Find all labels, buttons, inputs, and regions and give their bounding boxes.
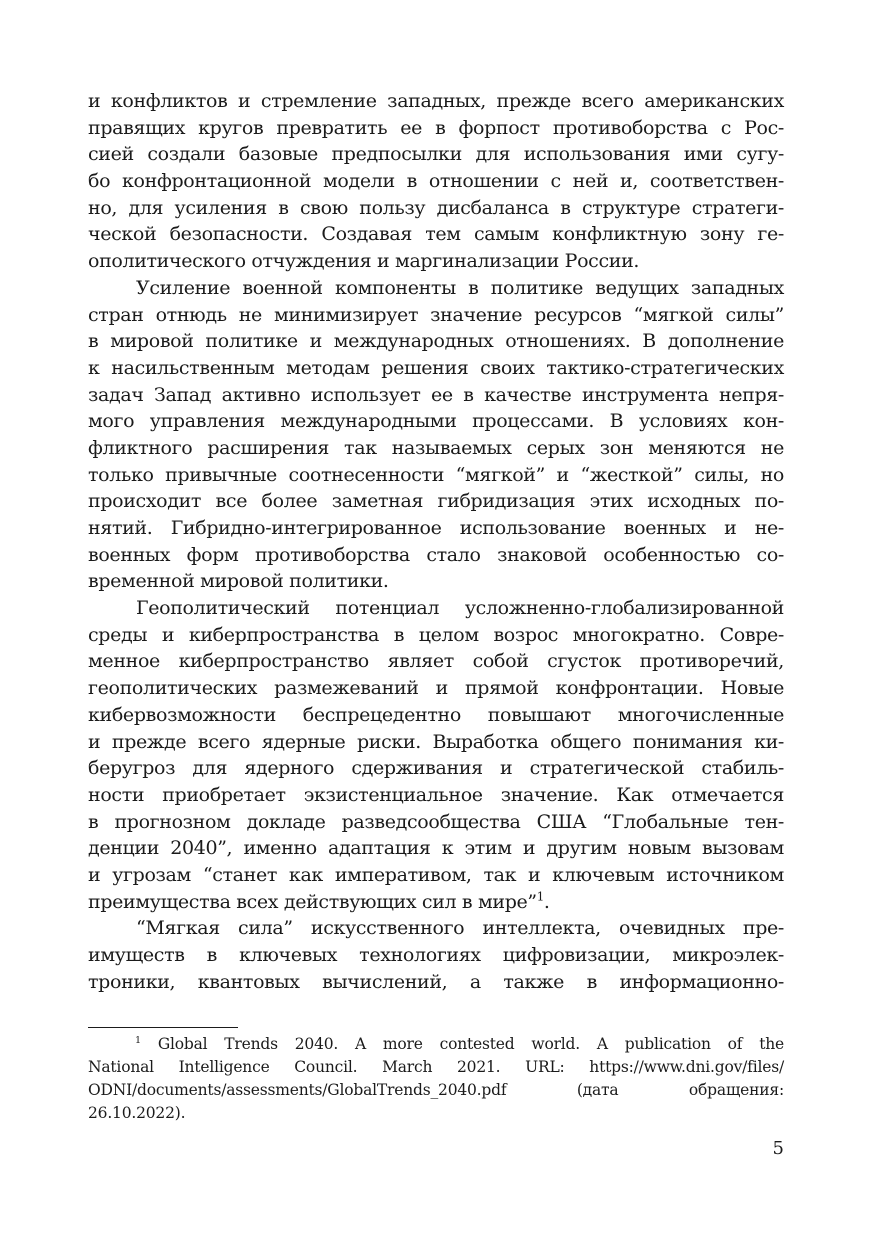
text-line: среды и киберпространства в целом возрос многократно. Совре- xyxy=(88,623,784,646)
text-line: сией создали базовые предпосылки для использования ими сугу- xyxy=(88,143,784,166)
footnote-reference[interactable]: 1 xyxy=(536,889,544,904)
text-line-with-footnote-ref: преимущества всех действующих сил в мире”$^1$. xyxy=(88,889,550,913)
text-line: геополитических размежеваний и прямой конфронтации. Новые xyxy=(88,677,784,700)
page-number: 5 xyxy=(772,1138,784,1159)
text-line: задач Запад активно использует ее в качестве инструмента непря- xyxy=(88,383,784,406)
footnote-line: 26.10.2022). xyxy=(88,1104,186,1122)
text-line: ности приобретает экзистенциальное значение. Как отмечается xyxy=(88,783,784,806)
text-line: только привычные соотнесенности “мягкой” и “жесткой” силы, но xyxy=(88,463,784,486)
footnote-divider xyxy=(88,1027,238,1028)
text-line: в прогнозном докладе разведсообщества США “Глобальные тен- xyxy=(88,810,784,833)
text-line: нятий. Гибридно-интегрированное использование военных и не- xyxy=(88,517,784,539)
paragraph-first-line: Геополитический потенциал усложненно-глобализированной xyxy=(136,597,784,620)
text-line: ческой безопасности. Создавая тем самым конфликтную зону ге- xyxy=(88,223,784,246)
paragraph-first-line: “Мягкая сила” искусственного интеллекта, очевидных пре- xyxy=(136,917,784,940)
text-line: и прежде всего ядерные риски. Выработка общего понимания ки- xyxy=(88,730,784,753)
footnote xyxy=(88,1033,784,1125)
footnote-text: Global Trends 2040. A more contested world. A publication of the xyxy=(157,1035,784,1053)
text-line: в мировой политике и международных отношениях. В дополнение xyxy=(88,330,784,353)
paragraph-first-line: Усиление военной компоненты в политике ведущих западных xyxy=(136,276,784,299)
main-text xyxy=(88,88,784,995)
text-line: военных форм противоборства стало знаковой особенностью со- xyxy=(88,543,784,566)
text-fragment: преимущества всех действующих сил в мире” xyxy=(88,890,537,913)
text-line: кибервозможности беспрецедентно повышают многочисленные xyxy=(88,703,784,726)
text-line: троники, квантовых вычислений, а также в информационно- xyxy=(88,970,784,993)
text-line: к насильственным методам решения своих тактико-стратегических xyxy=(88,356,784,379)
text-line: и угрозам “станет как императивом, так и ключевым источником xyxy=(88,863,784,886)
text-line: денции 2040”, именно адаптация к этим и другим новым вызовам xyxy=(88,837,784,860)
text-line: фликтного расширения так называемых серых зон меняются не xyxy=(88,436,784,459)
text-line: менное киберпространство являет собой сгусток противоречий, xyxy=(88,650,784,673)
text-line: ополитического отчуждения и маргинализации России. xyxy=(88,250,640,273)
text-line: и конфликтов и стремление западных, прежде всего американских xyxy=(88,90,784,112)
text-line: бо конфронтационной модели в отношении с ней и, соответствен- xyxy=(88,170,784,193)
footnote-line: National Intelligence Council. March 2021. URL: https://www.dni.gov/files/ xyxy=(88,1058,784,1076)
footnote-first-line xyxy=(88,1033,784,1056)
text-line: но, для усиления в свою пользу дисбаланса в структуре стратеги- xyxy=(88,196,784,219)
text-line: беругроз для ядерного сдерживания и стратегической стабиль- xyxy=(88,757,784,780)
text-line: имуществ в ключевых технологиях цифровизации, микроэлек- xyxy=(88,944,784,966)
text-line: правящих кругов превратить ее в форпост противоборства с Рос- xyxy=(88,116,784,139)
text-line: стран отнюдь не минимизирует значение ресурсов “мягкой силы” xyxy=(88,303,784,326)
text-line: временной мировой политики. xyxy=(88,570,389,593)
footnote-marker: 1 xyxy=(135,1034,141,1046)
text-line: происходит все более заметная гибридизация этих исходных по- xyxy=(88,490,784,513)
text-line: мого управления международными процессами. В условиях кон- xyxy=(88,410,784,433)
footnote-line: ODNI/documents/assessments/GlobalTrends_2040.pdf (дата обращения: xyxy=(88,1081,784,1099)
